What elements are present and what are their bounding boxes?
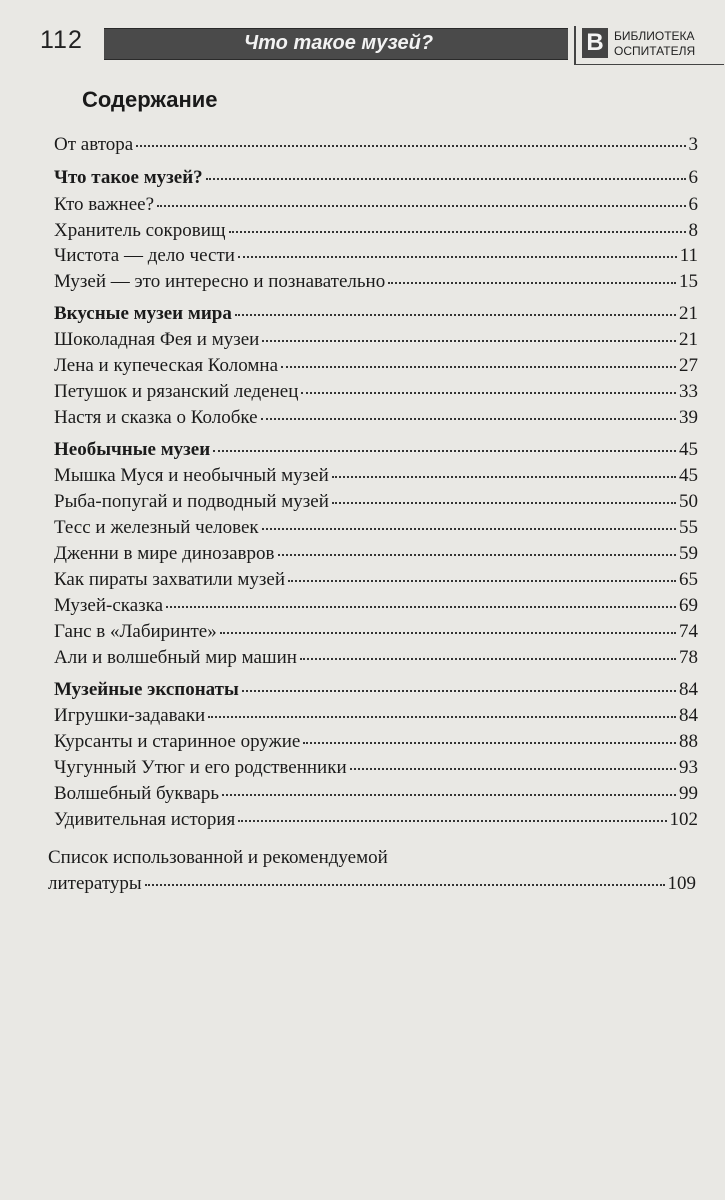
toc-entry-title: Али и волшебный мир машин: [54, 647, 297, 668]
toc-entry-title: Рыба-попугай и подводный музей: [54, 491, 329, 512]
toc-section: [54, 678, 698, 702]
toc-entry: [54, 464, 698, 488]
toc-entry-page: 59: [679, 543, 698, 564]
leader-dots: [281, 366, 676, 368]
toc-entry-page: 99: [679, 783, 698, 804]
toc-entry-title: Лена и купеческая Коломна: [54, 355, 279, 376]
toc-entry-title: Игрушки-задаваки: [54, 705, 206, 726]
toc-entry-page: 45: [679, 465, 698, 486]
series-name: [614, 29, 695, 59]
leader-dots: [388, 282, 676, 284]
toc-entry-title: Музей-сказка: [54, 595, 164, 616]
leader-dots: [332, 476, 676, 478]
toc-section: [54, 438, 698, 462]
leader-dots: [288, 580, 676, 582]
toc-entry: [54, 380, 698, 404]
toc-entry-page: 78: [679, 647, 698, 668]
leader-dots: [242, 690, 676, 692]
toc-entry: [54, 219, 698, 243]
toc-section-title: Необычные музеи: [54, 439, 211, 460]
toc-entry-page: 6: [688, 194, 698, 215]
toc-entry-page: 84: [679, 705, 698, 726]
toc-entry: [54, 354, 698, 378]
toc-entry-page: 84: [679, 679, 698, 700]
toc-entry-page: 8: [688, 220, 698, 241]
toc-final-entry: [48, 872, 696, 896]
toc-entry: [54, 704, 698, 728]
leader-dots: [261, 418, 676, 420]
toc-entry-page: 93: [679, 757, 698, 778]
toc-entry-title: Чистота — дело чести: [54, 245, 235, 266]
toc-entry: [54, 730, 698, 754]
toc-entry-page: 33: [679, 381, 698, 402]
toc-entry-title: Кто важнее?: [54, 194, 155, 215]
leader-dots: [145, 884, 665, 886]
leader-dots: [262, 528, 676, 530]
toc-entry-title: Петушок и рязанский леденец: [54, 381, 299, 402]
leader-dots: [238, 256, 677, 258]
toc-entry-title: Настя и сказка о Колобке: [54, 407, 258, 428]
toc-entry-page: 69: [679, 595, 698, 616]
toc-entry: [54, 620, 698, 644]
toc-entry-page: 6: [688, 167, 698, 188]
toc-entry-title: Музей — это интересно и познавательно: [54, 271, 386, 292]
toc-section-title: Что такое музей?: [54, 167, 203, 188]
toc-entry: [54, 756, 698, 780]
leader-dots: [238, 820, 666, 822]
toc-entry-title: От автора: [54, 134, 134, 155]
toc-entry-title: Мышка Муся и необычный музей: [54, 465, 329, 486]
leader-dots: [350, 768, 676, 770]
toc-heading: Содержание: [82, 87, 218, 112]
leader-dots: [303, 742, 676, 744]
toc-entry: [54, 328, 698, 352]
toc-entry-title: Чугунный Утюг и его родственники: [54, 757, 347, 778]
toc-entry-page: 50: [679, 491, 698, 512]
toc-entry-page: 45: [679, 439, 698, 460]
toc-section-title: Музейные экспонаты: [54, 679, 239, 700]
toc-entry-page: 88: [679, 731, 698, 752]
toc-entry: [54, 133, 698, 157]
toc-entry: [54, 594, 698, 618]
series-name-line2: ОСПИТАТЕЛЯ: [614, 44, 696, 58]
leader-dots: [208, 716, 676, 718]
toc-entry-page: 55: [679, 517, 698, 538]
leader-dots: [213, 450, 676, 452]
series-logo-letter: В: [582, 28, 608, 58]
toc-entry-title: литературы: [48, 873, 142, 894]
toc-entry-page: 11: [679, 245, 698, 266]
toc-entry: [54, 270, 698, 294]
toc-entry-title: Удивительная история: [54, 809, 236, 830]
toc-entry-page: 15: [679, 271, 698, 292]
leader-dots: [136, 145, 685, 147]
toc-entry: [54, 646, 698, 670]
toc-entry-title: Дженни в мире динозавров: [54, 543, 275, 564]
leader-dots: [278, 554, 676, 556]
toc-entry: [54, 516, 698, 540]
toc-entry: [54, 193, 698, 217]
leader-dots: [301, 392, 676, 394]
leader-dots: [220, 632, 676, 634]
toc-section-title: Вкусные музеи мира: [54, 303, 232, 324]
page-number: 112: [40, 26, 83, 54]
toc-entry-title: Тесс и железный человек: [54, 517, 259, 538]
toc-entry-page: 27: [679, 355, 698, 376]
toc-final-entry-line1: Список использованной и рекомендуемой: [48, 847, 388, 868]
leader-dots: [229, 231, 686, 233]
toc-entry-page: 74: [679, 621, 698, 642]
toc-entry-page: 109: [667, 873, 696, 894]
series-name-line1: БИБЛИОТЕКА: [614, 29, 695, 43]
toc-entry: [54, 782, 698, 806]
leader-dots: [157, 205, 685, 207]
toc-entry: [54, 406, 698, 430]
toc-entry-title: Как пираты захватили музей: [54, 569, 286, 590]
toc-entry-page: 21: [679, 329, 698, 350]
leader-dots: [206, 178, 686, 180]
toc-entry: [54, 568, 698, 592]
toc-entry-page: 65: [679, 569, 698, 590]
running-header-bar: [104, 28, 568, 60]
toc-entry-page: 3: [688, 134, 698, 155]
toc-entry-page: 39: [679, 407, 698, 428]
toc-entry: [54, 244, 698, 268]
toc-entry: [54, 542, 698, 566]
leader-dots: [332, 502, 676, 504]
leader-dots: [262, 340, 676, 342]
toc-entry-page: 102: [669, 809, 698, 830]
leader-dots: [166, 606, 676, 608]
toc-entry-title: Шоколадная Фея и музеи: [54, 329, 260, 350]
toc-entry-title: Волшебный букварь: [54, 783, 219, 804]
leader-dots: [300, 658, 676, 660]
running-title: Что такое музей?: [244, 32, 434, 54]
leader-dots: [235, 314, 676, 316]
toc-entry-title: Хранитель сокровищ: [54, 220, 226, 241]
toc-section: [54, 302, 698, 326]
toc-entry-title: Ганс в «Лабиринте»: [54, 621, 217, 642]
toc-entry-title: Курсанты и старинное оружие: [54, 731, 301, 752]
toc-entry-page: 21: [679, 303, 698, 324]
toc-section: [54, 166, 698, 190]
toc-entry: [54, 808, 698, 832]
leader-dots: [222, 794, 676, 796]
series-badge: [574, 26, 724, 65]
toc-entry: [54, 490, 698, 514]
